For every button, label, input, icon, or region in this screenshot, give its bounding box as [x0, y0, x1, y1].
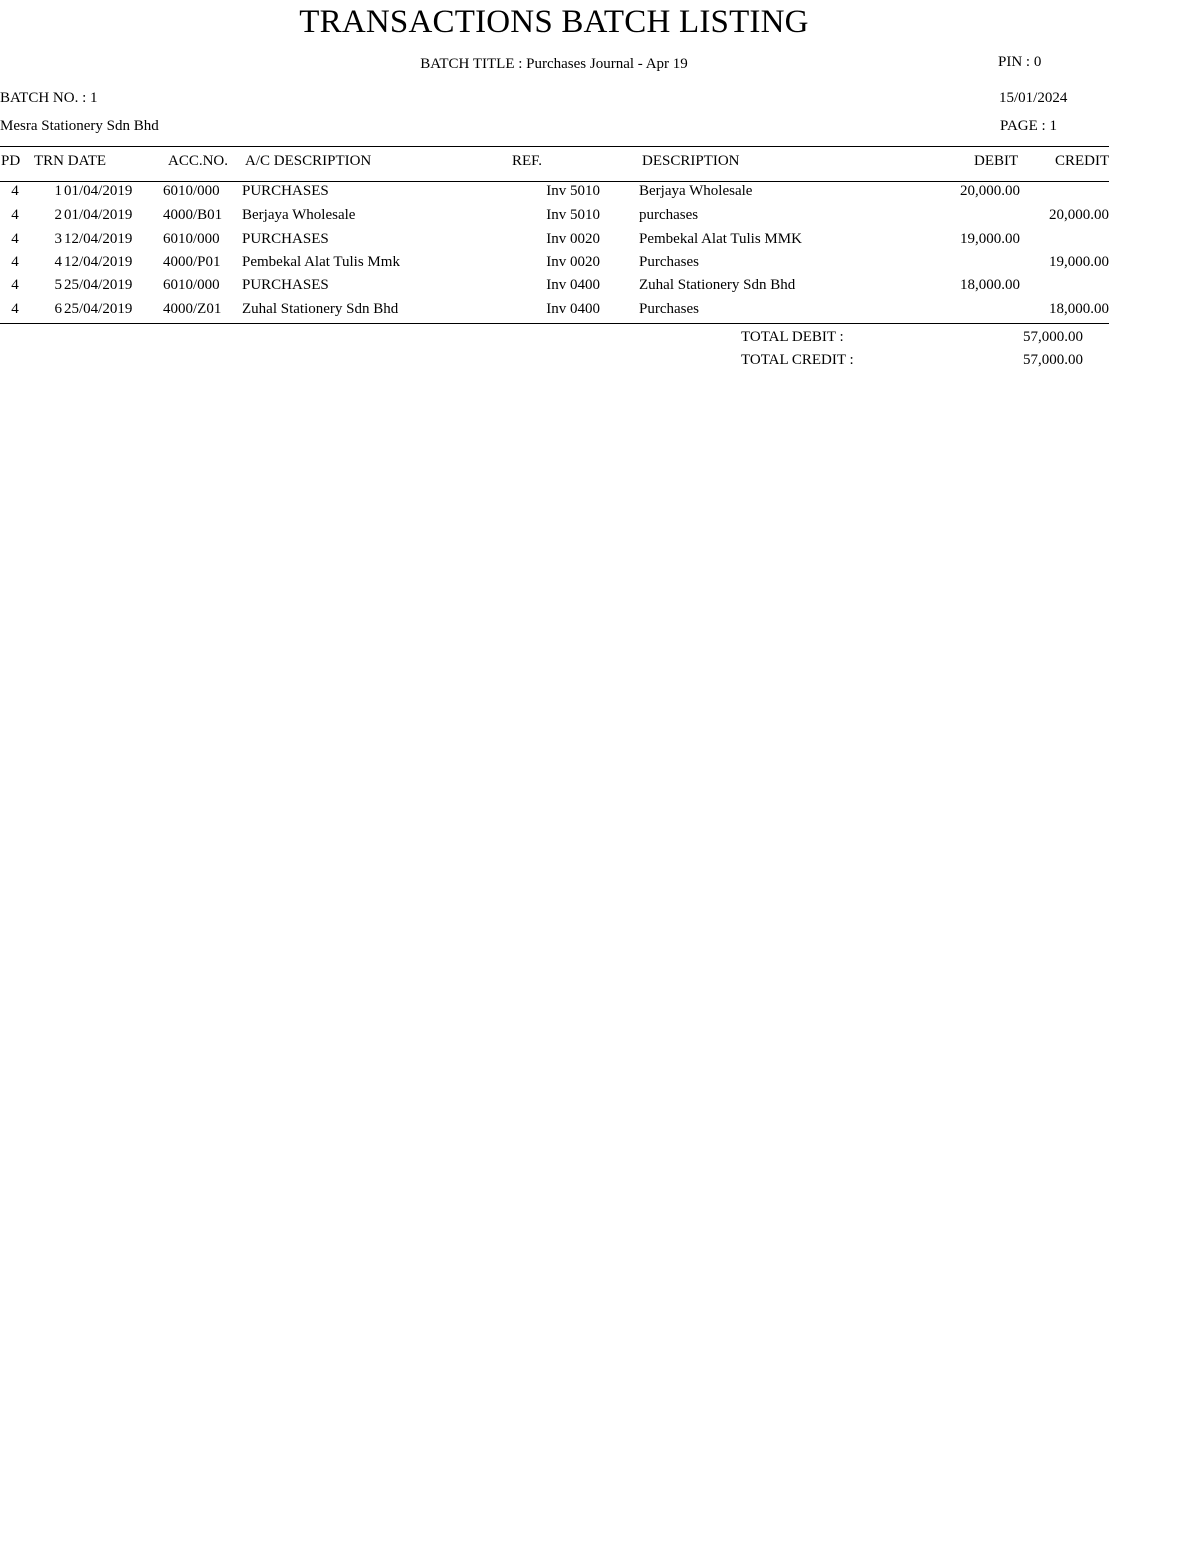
report-title: TRANSACTIONS BATCH LISTING [299, 4, 809, 40]
cell-pd: 4 [11, 231, 19, 247]
cell-trn-date: 01/04/2019 [64, 183, 133, 199]
batch-title: BATCH TITLE : Purchases Journal - Apr 19 [420, 56, 688, 72]
company-name: Mesra Stationery Sdn Bhd [0, 118, 159, 134]
cell-acc-no: 6010/000 [163, 277, 220, 293]
cell-ac-description: Zuhal Stationery Sdn Bhd [242, 301, 399, 317]
report-date: 15/01/2024 [999, 90, 1068, 106]
header-top-rule [0, 146, 1109, 147]
cell-ac-description: PURCHASES [242, 183, 329, 199]
cell-pd: 4 [11, 301, 19, 317]
table-bottom-rule [0, 323, 1109, 324]
cell-line-no: 4 [54, 254, 62, 270]
total-credit-value: 57,000.00 [1023, 352, 1083, 368]
cell-ac-description: PURCHASES [242, 277, 329, 293]
cell-pd: 4 [11, 183, 19, 199]
cell-line-no: 2 [54, 207, 62, 223]
cell-line-no: 6 [54, 301, 62, 317]
total-credit-label: TOTAL CREDIT : [741, 352, 854, 368]
cell-debit: 20,000.00 [960, 183, 1020, 199]
cell-ref: Inv 0020 [546, 231, 600, 247]
cell-description: Berjaya Wholesale [639, 183, 753, 199]
cell-credit: 20,000.00 [1049, 207, 1109, 223]
cell-pd: 4 [11, 277, 19, 293]
cell-acc-no: 6010/000 [163, 183, 220, 199]
cell-acc-no: 4000/B01 [163, 207, 223, 223]
col-header-pd: PD [1, 153, 21, 169]
header-bottom-rule [0, 181, 1109, 182]
cell-description: Purchases [639, 254, 699, 270]
col-header-ac-description: A/C DESCRIPTION [245, 153, 372, 169]
cell-ref: Inv 5010 [546, 207, 600, 223]
cell-ref: Inv 5010 [546, 183, 600, 199]
cell-trn-date: 12/04/2019 [64, 231, 133, 247]
batch-number: BATCH NO. : 1 [0, 90, 98, 106]
cell-pd: 4 [11, 254, 19, 270]
cell-description: Zuhal Stationery Sdn Bhd [639, 277, 796, 293]
cell-ac-description: Berjaya Wholesale [242, 207, 356, 223]
pin-label: PIN : 0 [998, 54, 1042, 70]
cell-description: Purchases [639, 301, 699, 317]
cell-debit: 19,000.00 [960, 231, 1020, 247]
cell-trn-date: 12/04/2019 [64, 254, 133, 270]
cell-ref: Inv 0400 [546, 301, 600, 317]
cell-ref: Inv 0020 [546, 254, 600, 270]
cell-ac-description: Pembekal Alat Tulis Mmk [242, 254, 400, 270]
total-debit-label: TOTAL DEBIT : [741, 329, 844, 345]
col-header-acc-no: ACC.NO. [168, 153, 229, 169]
cell-debit: 18,000.00 [960, 277, 1020, 293]
cell-trn-date: 01/04/2019 [64, 207, 133, 223]
cell-pd: 4 [11, 207, 19, 223]
cell-ref: Inv 0400 [546, 277, 600, 293]
cell-acc-no: 6010/000 [163, 231, 220, 247]
col-header-debit: DEBIT [974, 153, 1019, 169]
cell-credit: 18,000.00 [1049, 301, 1109, 317]
cell-description: Pembekal Alat Tulis MMK [639, 231, 802, 247]
col-header-description: DESCRIPTION [642, 153, 740, 169]
cell-acc-no: 4000/P01 [163, 254, 221, 270]
col-header-credit: CREDIT [1055, 153, 1110, 169]
cell-ac-description: PURCHASES [242, 231, 329, 247]
col-header-trn-date: TRN DATE [34, 153, 107, 169]
cell-acc-no: 4000/Z01 [163, 301, 222, 317]
cell-line-no: 5 [54, 277, 62, 293]
cell-trn-date: 25/04/2019 [64, 301, 133, 317]
cell-description: purchases [639, 207, 699, 223]
cell-credit: 19,000.00 [1049, 254, 1109, 270]
cell-line-no: 1 [54, 183, 62, 199]
cell-trn-date: 25/04/2019 [64, 277, 133, 293]
total-debit-value: 57,000.00 [1023, 329, 1083, 345]
page-number: PAGE : 1 [1000, 118, 1057, 134]
cell-line-no: 3 [54, 231, 62, 247]
col-header-ref: REF. [512, 153, 543, 169]
